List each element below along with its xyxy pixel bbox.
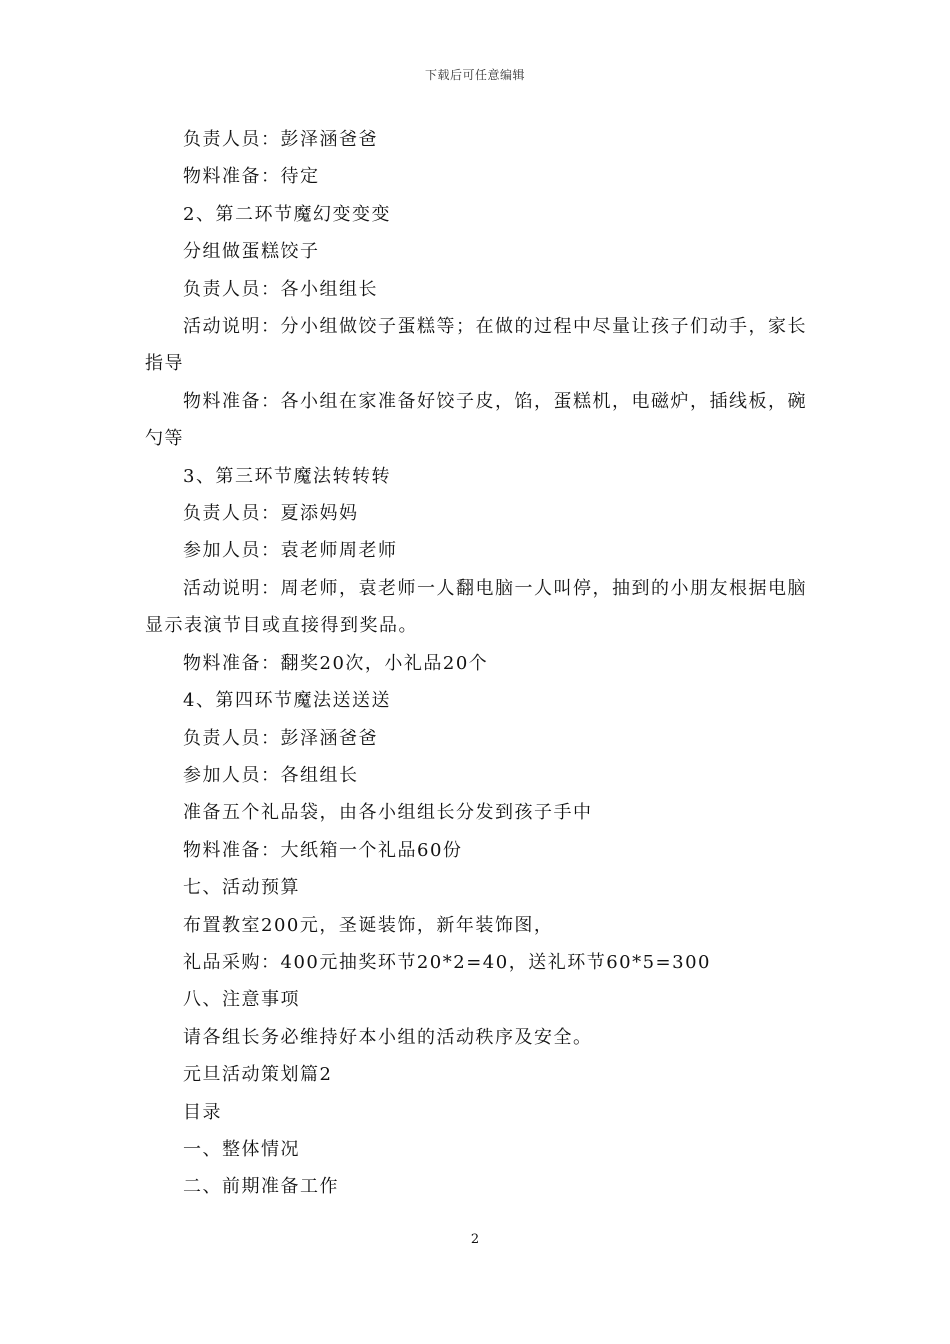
- paragraph: 物料准备：待定: [183, 166, 320, 188]
- document-body: [145, 121, 810, 1206]
- paragraph: 负责人员：彭泽涵爸爸: [183, 727, 378, 749]
- paragraph: 请各组长务必维持好本小组的活动秩序及安全。: [183, 1026, 593, 1048]
- paragraph: 负责人员：夏添妈妈: [183, 503, 359, 525]
- document-title: 元旦活动策划篇2: [183, 1064, 333, 1086]
- toc-item: 二、前期准备工作: [183, 1176, 339, 1198]
- paragraph: 准备五个礼品袋，由各小组组长分发到孩子手中: [183, 802, 593, 824]
- paragraph: 物料准备：各小组在家准备好饺子皮，馅，蛋糕机，电磁炉，插线板，碗勺等: [145, 390, 807, 450]
- section-heading: 4、第四环节魔法送送送: [183, 690, 391, 712]
- page-number: 2: [470, 1232, 480, 1247]
- paragraph: 礼品采购：400元抽奖环节20*2=40，送礼环节60*5=300: [183, 951, 711, 973]
- section-heading: 八、注意事项: [183, 989, 300, 1011]
- section-heading: 七、活动预算: [183, 877, 300, 899]
- paragraph: 物料准备：大纸箱一个礼品60份: [183, 839, 463, 861]
- paragraph: 负责人员：各小组组长: [183, 278, 378, 300]
- toc-heading: 目录: [183, 1101, 222, 1123]
- paragraph: 物料准备：翻奖20次，小礼品20个: [183, 652, 489, 674]
- paragraph: 活动说明：分小组做饺子蛋糕等；在做的过程中尽量让孩子们动手，家长指导: [145, 316, 807, 375]
- paragraph: 活动说明：周老师，袁老师一人翻电脑一人叫停，抽到的小朋友根据电脑显示表演节目或直接得到奖品。: [145, 577, 807, 637]
- page-header: 下载后可任意编辑: [424, 68, 525, 82]
- paragraph: 参加人员：各组组长: [183, 764, 359, 786]
- paragraph: 参加人员：袁老师周老师: [183, 540, 398, 562]
- paragraph: 布置教室200元，圣诞装饰，新年装饰图，: [183, 914, 554, 936]
- paragraph: 分组做蛋糕饺子: [183, 241, 320, 263]
- paragraph: 负责人员：彭泽涵爸爸: [183, 129, 378, 150]
- section-heading: 3、第三环节魔法转转转: [183, 465, 391, 487]
- toc-item: 一、整体情况: [183, 1138, 300, 1160]
- section-heading: 2、第二环节魔幻变变变: [183, 203, 391, 225]
